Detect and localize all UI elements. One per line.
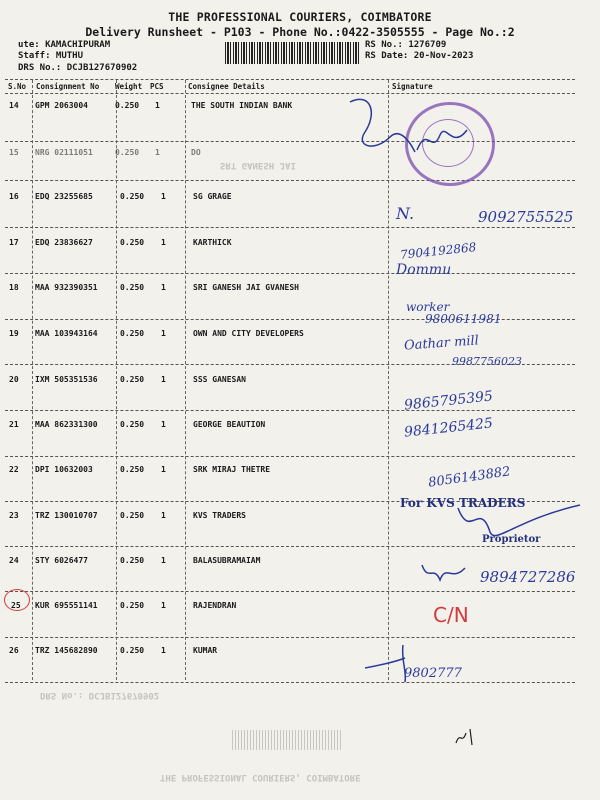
rs-number: RS No.: 1276709 <box>365 40 447 50</box>
col-signature: Signature <box>392 82 433 91</box>
row-rule <box>5 637 575 638</box>
row-26-phone: 9802777 <box>404 666 462 681</box>
row-sno: 20 <box>9 375 19 384</box>
row-consignment: NRG 02111051 <box>35 148 93 157</box>
row-pcs: 1 <box>161 646 166 655</box>
row-consignee: KVS TRADERS <box>193 511 246 520</box>
row-20-phone: 9865795395 <box>403 388 494 414</box>
row-consignment: TRZ 145682890 <box>35 646 98 655</box>
row-consignment: STY 6026477 <box>35 556 88 565</box>
row-pcs: 1 <box>161 556 166 565</box>
row-consignee: THE SOUTH INDIAN BANK <box>191 101 293 110</box>
row-rule <box>5 273 575 274</box>
row-sno: 23 <box>9 511 19 520</box>
row-rule <box>5 227 575 228</box>
row-pcs: 1 <box>161 375 166 384</box>
row-weight: 0.250 <box>120 511 145 520</box>
row-24-signature-scribble <box>420 560 470 585</box>
row-pcs: 1 <box>161 238 166 247</box>
row-sno: 25 <box>11 601 21 610</box>
row-sno: 21 <box>9 420 19 429</box>
runsheet-subtitle: Delivery Runsheet - P103 - Phone No.:0422-3505555 - Page No.:2 <box>85 25 515 39</box>
kvs-traders-stamp: For KVS TRADERS <box>400 496 526 510</box>
col-weight: Weight <box>115 82 143 91</box>
row-pcs: 1 <box>161 601 166 610</box>
row-weight: 0.250 <box>120 238 145 247</box>
row-sno: 15 <box>9 148 19 157</box>
table-row <box>0 420 600 466</box>
table-row <box>0 646 600 692</box>
row-16-phone: 9092755525 <box>478 208 574 226</box>
col-consignment: Consignment No <box>36 82 100 91</box>
row-consignee: SRK MIRAJ THETRE <box>193 465 271 474</box>
row-19-name: Oathar mill <box>403 333 480 354</box>
stamp-signature-scribble <box>412 120 472 160</box>
row-weight: 0.250 <box>120 329 145 338</box>
row-weight: 0.250 <box>120 601 145 610</box>
row-weight: 0.250 <box>120 375 145 384</box>
table-row <box>0 283 600 329</box>
row-16-signature: N. <box>396 204 415 223</box>
row-weight: 0.250 <box>120 556 145 565</box>
row-consignee: GEORGE BEAUTION <box>193 420 266 429</box>
drs-number: DRS No.: DCJB127670902 <box>18 63 138 73</box>
row-rule <box>5 546 575 547</box>
col-consignee: Consignee Details <box>188 82 265 91</box>
row-25-circle-mark <box>4 589 30 611</box>
row-consignment: MAA 932390351 <box>35 283 98 292</box>
ghost-barcode <box>232 730 342 750</box>
row-consignee: SSS GANESAN <box>193 375 246 384</box>
drs-barcode <box>225 42 360 64</box>
row-sno: 14 <box>9 101 19 110</box>
header-bottom-rule <box>5 93 575 94</box>
table-row <box>0 375 600 421</box>
row-pcs: 1 <box>155 148 160 157</box>
row-pcs: 1 <box>161 511 166 520</box>
row-17-phone: 7904192868 <box>399 240 477 262</box>
row-consignment: IXM 505351536 <box>35 375 98 384</box>
row-sno: 22 <box>9 465 19 474</box>
row-consignment: MAA 862331300 <box>35 420 98 429</box>
proprietor-stamp: Proprietor <box>482 534 541 545</box>
row-consignment: MAA 103943164 <box>35 329 98 338</box>
row-weight: 0.250 <box>120 646 145 655</box>
row-rule <box>5 456 575 457</box>
row-18-name: worker <box>406 300 450 314</box>
bottom-signature-scribble <box>452 725 482 750</box>
row-pcs: 1 <box>161 329 166 338</box>
row-21-phone: 9841265425 <box>403 415 494 441</box>
row-consignee: RAJENDRAN <box>193 601 237 610</box>
row-consignment: KUR 695551141 <box>35 601 98 610</box>
row-18-phone: 9800611981 <box>425 312 502 326</box>
row-pcs: 1 <box>161 465 166 474</box>
table-row <box>0 238 600 284</box>
row-consignee: OWN AND CITY DEVELOPERS <box>193 329 304 338</box>
row-consignee: DO <box>191 148 201 157</box>
row-pcs: 1 <box>161 192 166 201</box>
row-rule <box>5 682 575 683</box>
company-title: THE PROFESSIONAL COURIERS, COIMBATORE <box>168 10 432 24</box>
col-pcs: PCS <box>150 82 164 91</box>
ghost-text: SRT GANESH JAI <box>220 160 296 170</box>
row-pcs: 1 <box>161 283 166 292</box>
header-top-rule <box>5 79 575 80</box>
row-sno: 24 <box>9 556 19 565</box>
ghost-text: DRS No.: DCJB127670902 <box>40 690 160 700</box>
row-weight: 0.250 <box>120 283 145 292</box>
row-19-phone: 9987756023 <box>452 355 522 368</box>
row-consignee: KUMAR <box>193 646 218 655</box>
route-label: ute: KAMACHIPURAM <box>18 40 111 50</box>
row-weight: 0.250 <box>120 192 145 201</box>
row-14-signature-scribble <box>330 92 420 162</box>
table-row <box>0 601 600 647</box>
row-sno: 16 <box>9 192 19 201</box>
row-25-cn-mark: C/N <box>433 603 469 627</box>
row-consignee: SRI GANESH JAI GVANESH <box>193 283 299 292</box>
row-weight: 0.250 <box>115 148 140 157</box>
row-sno: 26 <box>9 646 19 655</box>
rs-date: RS Date: 20-Nov-2023 <box>365 51 474 61</box>
row-sno: 18 <box>9 283 19 292</box>
table-row <box>0 329 600 375</box>
row-rule <box>5 591 575 592</box>
row-rule <box>5 180 575 181</box>
row-consignment: EDQ 23836627 <box>35 238 93 247</box>
row-sno: 17 <box>9 238 19 247</box>
row-consignment: TRZ 130010707 <box>35 511 98 520</box>
row-17-name: Dommu <box>396 262 452 278</box>
row-22-phone: 8056143882 <box>427 464 512 491</box>
col-sno: S.No <box>8 82 27 91</box>
row-pcs: 1 <box>161 420 166 429</box>
row-rule <box>5 410 575 411</box>
row-weight: 0.250 <box>120 465 145 474</box>
ghost-text: THE PROFESSIONAL COURIERS, COIMBATORE <box>160 772 361 782</box>
row-consignment: GPM 2063004 <box>35 101 88 110</box>
table-row <box>0 148 600 194</box>
row-consignee: KARTHICK <box>193 238 232 247</box>
row-consignee: SG GRAGE <box>193 192 232 201</box>
row-consignee: BALASUBRAMAIAM <box>193 556 261 565</box>
row-consignment: EDQ 23255685 <box>35 192 93 201</box>
row-pcs: 1 <box>155 101 160 110</box>
row-weight: 0.250 <box>115 101 140 110</box>
row-weight: 0.250 <box>120 420 145 429</box>
row-24-phone: 9894727286 <box>480 568 576 586</box>
staff-label: Staff: MUTHU <box>18 51 84 61</box>
row-consignment: DPI 10632003 <box>35 465 93 474</box>
row-sno: 19 <box>9 329 19 338</box>
